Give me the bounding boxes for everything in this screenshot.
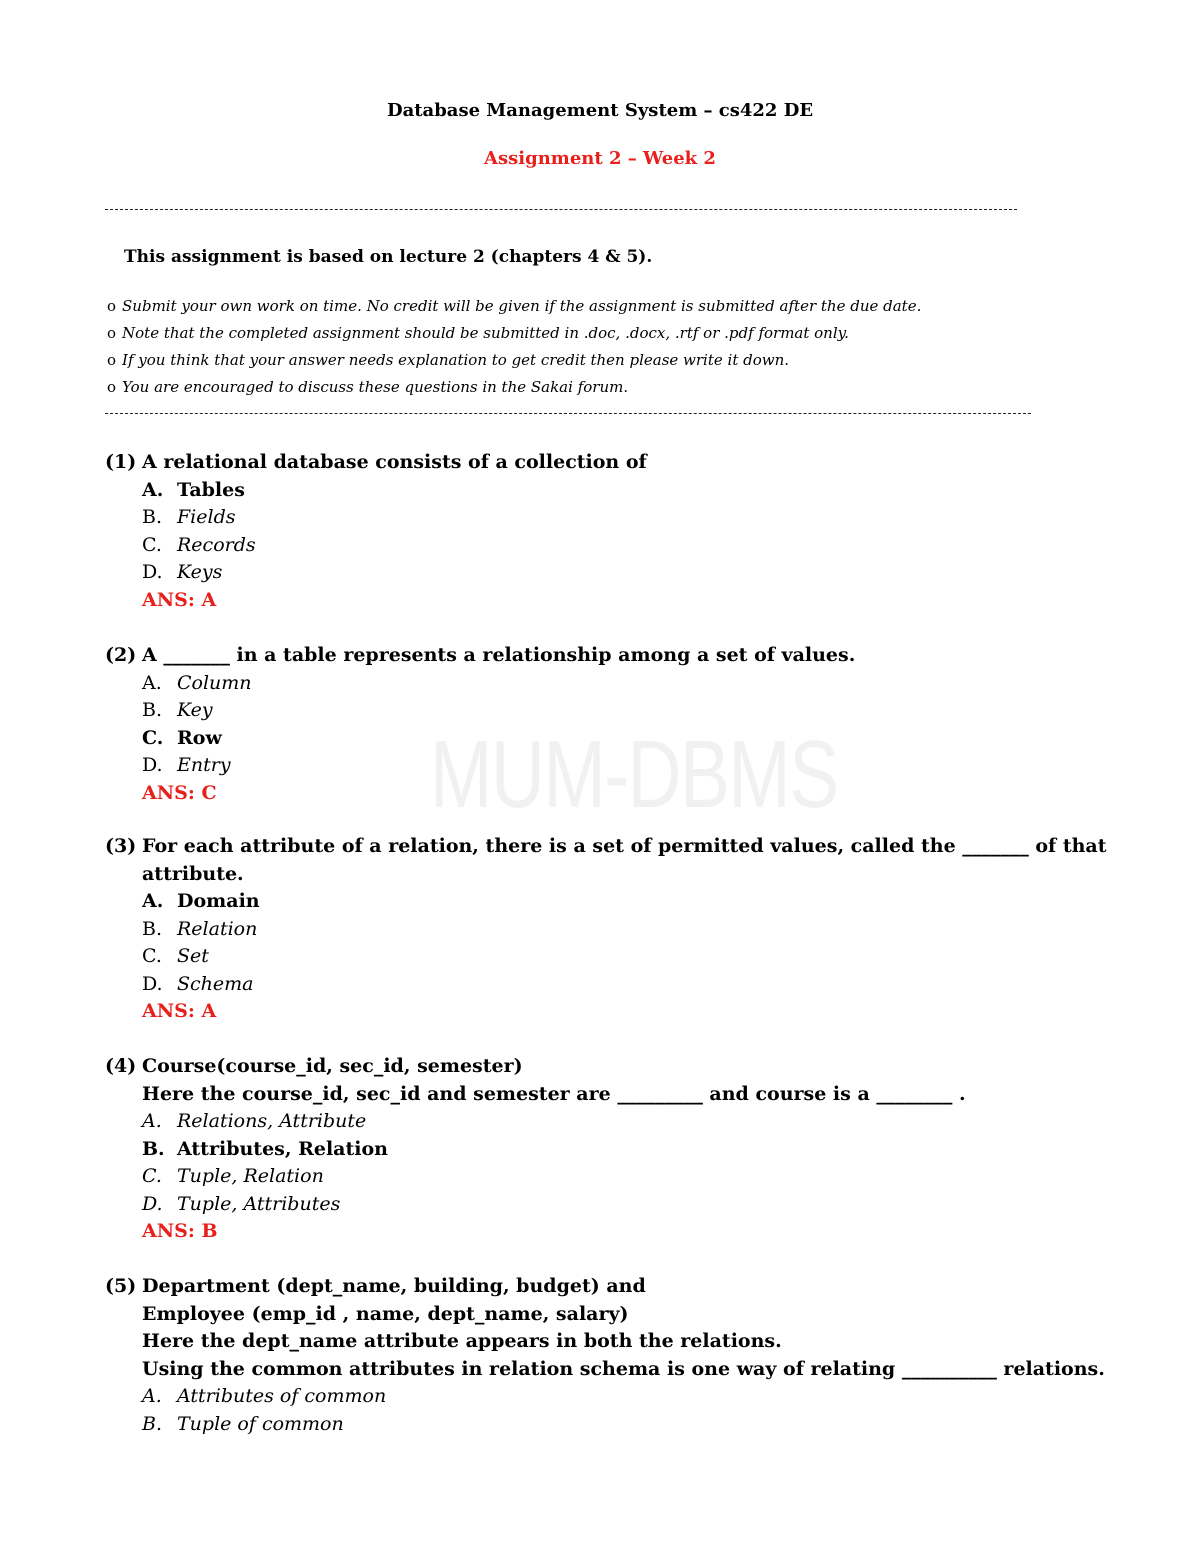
option-text: Tables bbox=[177, 478, 245, 501]
question-text: A relational database consists of a collection of bbox=[142, 451, 647, 473]
option-text: Attributes of common bbox=[177, 1385, 387, 1407]
option-text: Set bbox=[177, 945, 209, 967]
option-text: Tuple, Relation bbox=[177, 1165, 324, 1187]
option-text: Attributes, Relation bbox=[177, 1137, 388, 1160]
option-b bbox=[105, 504, 1145, 532]
watermark: MUM-DBMS bbox=[430, 721, 838, 828]
option-letter: C. bbox=[142, 1165, 162, 1187]
question-text: For each attribute of a relation, there is a set of permitted values, called the _______ of that bbox=[142, 835, 1107, 857]
question-text-continued: Here the dept_name attribute appears in both the relations. bbox=[142, 1330, 782, 1352]
option-a bbox=[105, 888, 1145, 916]
option-letter: D. bbox=[142, 561, 163, 583]
instruction-list bbox=[107, 294, 921, 402]
option-a bbox=[105, 1108, 1145, 1136]
option-letter: D. bbox=[142, 754, 163, 776]
instruction-text: You are encouraged to discuss these questions in the Sakai forum. bbox=[122, 378, 629, 396]
question-text: Course(course_id, sec_id, semester) bbox=[142, 1055, 523, 1077]
question-stem bbox=[105, 833, 1145, 861]
divider-top bbox=[105, 209, 1017, 210]
answer-label: ANS: A bbox=[142, 1000, 217, 1022]
option-text: Records bbox=[177, 533, 256, 556]
option-letter: D. bbox=[142, 972, 163, 995]
question-text: A _______ in a table represents a relationship among a set of values. bbox=[142, 644, 856, 666]
divider-bottom bbox=[105, 413, 1031, 414]
option-d bbox=[105, 1191, 1145, 1219]
question-text-continued: attribute. bbox=[142, 862, 244, 885]
bullet-icon: o bbox=[107, 324, 117, 342]
option-letter: C. bbox=[142, 945, 162, 967]
option-letter: B. bbox=[142, 1137, 165, 1160]
option-c bbox=[105, 725, 1145, 753]
option-a bbox=[105, 1383, 1145, 1411]
instruction-text: If you think that your answer needs explanation to get credit then please write it down. bbox=[122, 351, 790, 369]
instruction-item bbox=[107, 294, 921, 321]
instruction-item bbox=[107, 321, 921, 348]
option-text: Key bbox=[177, 699, 213, 721]
option-text: Keys bbox=[177, 561, 223, 583]
question-4 bbox=[105, 1053, 1145, 1246]
option-b bbox=[105, 697, 1145, 725]
option-text: Fields bbox=[177, 506, 236, 528]
question-number: (5) bbox=[105, 1275, 137, 1297]
instruction-text: Note that the completed assignment should be submitted in .doc, .docx, .rtf or .pdf format only. bbox=[122, 324, 849, 342]
option-c bbox=[105, 532, 1145, 560]
option-letter: D. bbox=[142, 1192, 163, 1215]
option-text: Tuple, Attributes bbox=[177, 1192, 341, 1215]
bullet-icon: o bbox=[107, 378, 117, 396]
option-letter: A. bbox=[142, 1110, 162, 1132]
option-text: Row bbox=[177, 726, 222, 749]
option-letter: A. bbox=[142, 1385, 162, 1407]
option-a bbox=[105, 670, 1145, 698]
option-letter: A. bbox=[142, 478, 164, 501]
option-text: Domain bbox=[177, 890, 260, 912]
answer-label: ANS: A bbox=[142, 588, 217, 611]
option-text: Entry bbox=[177, 754, 231, 776]
instruction-item bbox=[107, 348, 921, 375]
question-number: (3) bbox=[105, 835, 137, 857]
document-title: Database Management System – cs422 DE bbox=[386, 100, 814, 121]
question-stem bbox=[105, 1053, 1145, 1081]
option-a bbox=[105, 477, 1145, 505]
option-letter: A. bbox=[142, 671, 162, 694]
instruction-text: Submit your own work on time. No credit will be given if the assignment is submitted after the due date. bbox=[122, 297, 922, 315]
assignment-subtitle: Assignment 2 – Week 2 bbox=[484, 148, 716, 169]
option-text: Schema bbox=[177, 972, 254, 995]
question-text: Department (dept_name, building, budget) and bbox=[142, 1275, 646, 1297]
option-text: Relations, Attribute bbox=[177, 1110, 367, 1132]
question-1 bbox=[105, 449, 1145, 614]
question-stem bbox=[105, 449, 1145, 477]
option-letter: A. bbox=[142, 890, 164, 912]
option-letter: B. bbox=[142, 699, 163, 721]
bullet-icon: o bbox=[107, 351, 117, 369]
option-d bbox=[105, 752, 1145, 780]
question-3 bbox=[105, 833, 1145, 1026]
question-text-continued: Employee (emp_id , name, dept_name, salary) bbox=[142, 1302, 629, 1325]
option-letter: C. bbox=[142, 726, 164, 749]
question-text-continued: Here the course_id, sec_id and semester are _________ and course is a ________ . bbox=[142, 1082, 966, 1105]
question-number: (1) bbox=[105, 451, 137, 473]
question-5 bbox=[105, 1273, 1145, 1438]
option-d bbox=[105, 559, 1145, 587]
question-2 bbox=[105, 642, 1145, 807]
option-b bbox=[105, 916, 1145, 944]
answer-label: ANS: B bbox=[142, 1220, 218, 1242]
option-d bbox=[105, 971, 1145, 999]
instruction-item bbox=[107, 375, 921, 402]
question-number: (4) bbox=[105, 1055, 137, 1077]
option-b bbox=[105, 1136, 1145, 1164]
option-text: Column bbox=[177, 671, 252, 694]
option-b bbox=[105, 1411, 1145, 1439]
option-letter: B. bbox=[142, 1412, 163, 1435]
bullet-icon: o bbox=[107, 297, 117, 315]
question-stem bbox=[105, 642, 1145, 670]
question-stem bbox=[105, 1273, 1145, 1301]
intro-text: This assignment is based on lecture 2 (chapters 4 & 5). bbox=[124, 247, 653, 267]
answer-label: ANS: C bbox=[142, 781, 217, 804]
option-c bbox=[105, 1163, 1145, 1191]
question-text-continued: Using the common attributes in relation schema is one way of relating __________ relations. bbox=[142, 1357, 1105, 1380]
option-c bbox=[105, 943, 1145, 971]
question-number: (2) bbox=[105, 644, 137, 666]
option-text: Tuple of common bbox=[177, 1412, 344, 1435]
option-letter: B. bbox=[142, 917, 163, 940]
option-letter: C. bbox=[142, 533, 162, 556]
option-letter: B. bbox=[142, 506, 163, 528]
option-text: Relation bbox=[177, 917, 258, 940]
